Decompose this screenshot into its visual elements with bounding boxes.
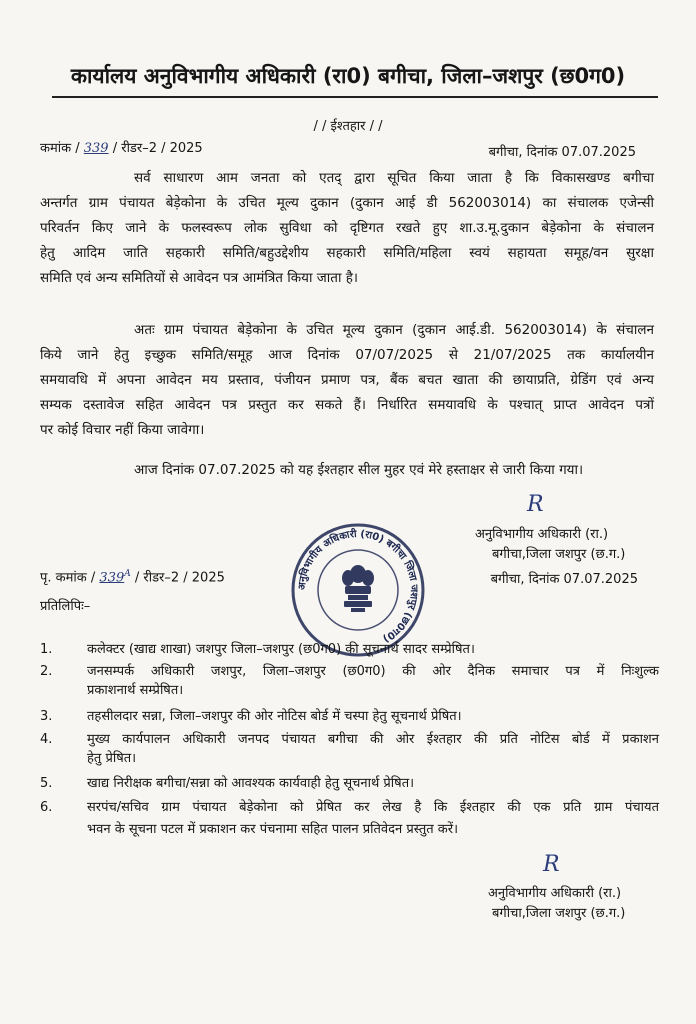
- signatory-office: बगीचा,जिला जशपुर (छ.ग.): [492, 547, 626, 562]
- seal-text: [297, 527, 419, 644]
- office-heading: कार्यालय अनुविभागीय अधिकारी (रा0) बगीचा, जिला–जशपुर (छ0ग0): [70, 64, 626, 88]
- copy-list-item: [40, 730, 660, 768]
- endorsement-ref-suffix: / रीडर–2 / 2025: [134, 570, 225, 586]
- para1-line: हेतु आदिम जाति सहकारी समिति/बहुउद्देशीय सहकारी समिति/महिला स्वयं सहायता समूह/वन सुरक्षा: [40, 245, 654, 261]
- para1-line: परिवर्तन किए जाने के फलस्वरूप लोक सुविधा को दृष्टिगत रखते हुए शा.उ.मू.दुकान बेड़ेकोना के संचालन: [40, 220, 654, 236]
- endorsement-ref-mark: A: [124, 569, 131, 579]
- place-date: बगीचा, दिनांक 07.07.2025: [488, 145, 636, 160]
- signatory-title-2: अनुविभागीय अधिकारी (रा.): [488, 886, 622, 901]
- ref-prefix: कमांक /: [40, 141, 80, 156]
- signature-initials: R: [527, 492, 544, 517]
- copy-text: कलेक्टर (खाद्य शाखा) जशपुर जिला–जशपुर (छ0ग0) की सूचनार्थ सादर सम्प्रेषित।: [87, 642, 475, 657]
- notice-paragraph-1: [40, 166, 654, 291]
- copy-number: 1.: [40, 642, 53, 657]
- copy-list-item: [40, 798, 660, 836]
- copy-number: 5.: [40, 776, 53, 791]
- copy-text: खाद्य निरीक्षक बगीचा/सन्ना को आवश्यक कार्यवाही हेतु सूचनार्थ प्रेषित।: [87, 776, 415, 791]
- header-divider: [52, 96, 658, 98]
- notice-paragraph-2: [40, 318, 654, 443]
- copy-text: जनसम्पर्क अधिकारी जशपुर, जिला–जशपुर (छ0ग0) की ओर दैनिक समाचार पत्र में निःशुल्क: [87, 664, 659, 679]
- copy-text: मुख्य कार्यपालन अधिकारी जनपद पंचायत बगीचा की ओर ईश्तहार की प्रति नोटिस बोर्ड में प्रकाशन: [87, 732, 659, 747]
- endorsement-ref-number: 339: [99, 570, 125, 586]
- reference-number: [40, 140, 203, 157]
- ref-number-handwritten: 339: [83, 141, 109, 156]
- para2-line: किये जाने हेतु इच्छुक समिति/समूह आज दिनांक 07/07/2025 से 21/07/2025 तक कार्यालयीन: [40, 347, 654, 363]
- copy-list-item: [40, 774, 660, 793]
- copy-to-label: प्रतिलिपिः–: [40, 599, 91, 614]
- signatory-title: अनुविभागीय अधिकारी (रा.): [475, 527, 609, 542]
- para2-line: सम्यक दस्तावेज सहित आवेदन पत्र प्रस्तुत कर सकते हैं। निर्धारित समयावधि के पश्चात् प्राप्त आवेदन पत्रों: [40, 397, 654, 413]
- para2-line: समयावधि में अपना आवेदन मय प्रस्ताव, पंजीयन प्रमाण पत्र, बैंक बचत खाता की छायाप्रति, ग्रेडिंग एवं अन्य: [40, 372, 654, 388]
- official-seal: [288, 520, 428, 660]
- para1-line: अन्तर्गत ग्राम पंचायत बेड़ेकोना के उचित मूल्य दुकान (दुकान आई डी 562003014) का संचालक एजेन्सी: [40, 195, 654, 211]
- notice-paragraph-3: आज दिनांक 07.07.2025 को यह ईश्तहार सील मुहर एवं मेरे हस्ताक्षर से जारी किया गया।: [134, 462, 584, 478]
- endorsement-ref-prefix: पृ. कमांक /: [40, 570, 96, 586]
- para2-line: पर कोई विचार नहीं किया जावेगा।: [40, 422, 205, 438]
- para1-line: समिति एवं अन्य समितियों से आवेदन पत्र आमंत्रित किया जाता है।: [40, 270, 359, 286]
- copy-text: हेतु प्रेषित।: [87, 751, 137, 766]
- signatory-office-2: बगीचा,जिला जशपुर (छ.ग.): [492, 906, 626, 921]
- para2-line: अतः ग्राम पंचायत बेड़ेकोना के उचित मूल्य दुकान (दुकान आई.डी. 562003014) के संचालन: [134, 322, 654, 338]
- endorsement-place-date: बगीचा, दिनांक 07.07.2025: [490, 572, 638, 587]
- para1-line: सर्व साधारण आम जनता को एतद् द्वारा सूचित किया जाता है कि विकासखण्ड बगीचा: [134, 170, 654, 186]
- copy-text: सरपंच/सचिव ग्राम पंचायत बेड़ेकोना को प्रेषित कर लेख है कि ईश्तहार की एक प्रति ग्राम पंचायत: [87, 800, 659, 815]
- copy-number: 3.: [40, 709, 53, 724]
- copy-number: 6.: [40, 800, 53, 815]
- copy-number: 4.: [40, 732, 53, 747]
- copy-list-item: [40, 707, 660, 726]
- copy-number: 2.: [40, 664, 53, 679]
- copy-list-item: [40, 640, 660, 659]
- notice-title: / / ईश्तहार / /: [313, 119, 383, 134]
- copy-text: प्रकाशनार्थ सम्प्रेषित।: [87, 683, 184, 698]
- ref-suffix: / रीडर–2 / 2025: [112, 141, 203, 156]
- copy-list-item: [40, 662, 660, 700]
- seal-text-path: अनुविभागीय अधिकारी (रा0) बगीचा जिला जशपुर (छ0ग0): [296, 528, 420, 645]
- emblem-icon: [342, 565, 374, 612]
- copy-text: भवन के सूचना पटल में प्रकाशन कर पंचनामा सहित पालन प्रतिवेदन प्रस्तुत करें।: [87, 822, 459, 837]
- copy-text: तहसीलदार सन्ना, जिला–जशपुर की ओर नोटिस बोर्ड में चस्पा हेतु सूचनार्थ प्रेषित।: [87, 709, 462, 724]
- endorsement-reference: [40, 566, 225, 586]
- signature-initials-2: R: [543, 852, 560, 877]
